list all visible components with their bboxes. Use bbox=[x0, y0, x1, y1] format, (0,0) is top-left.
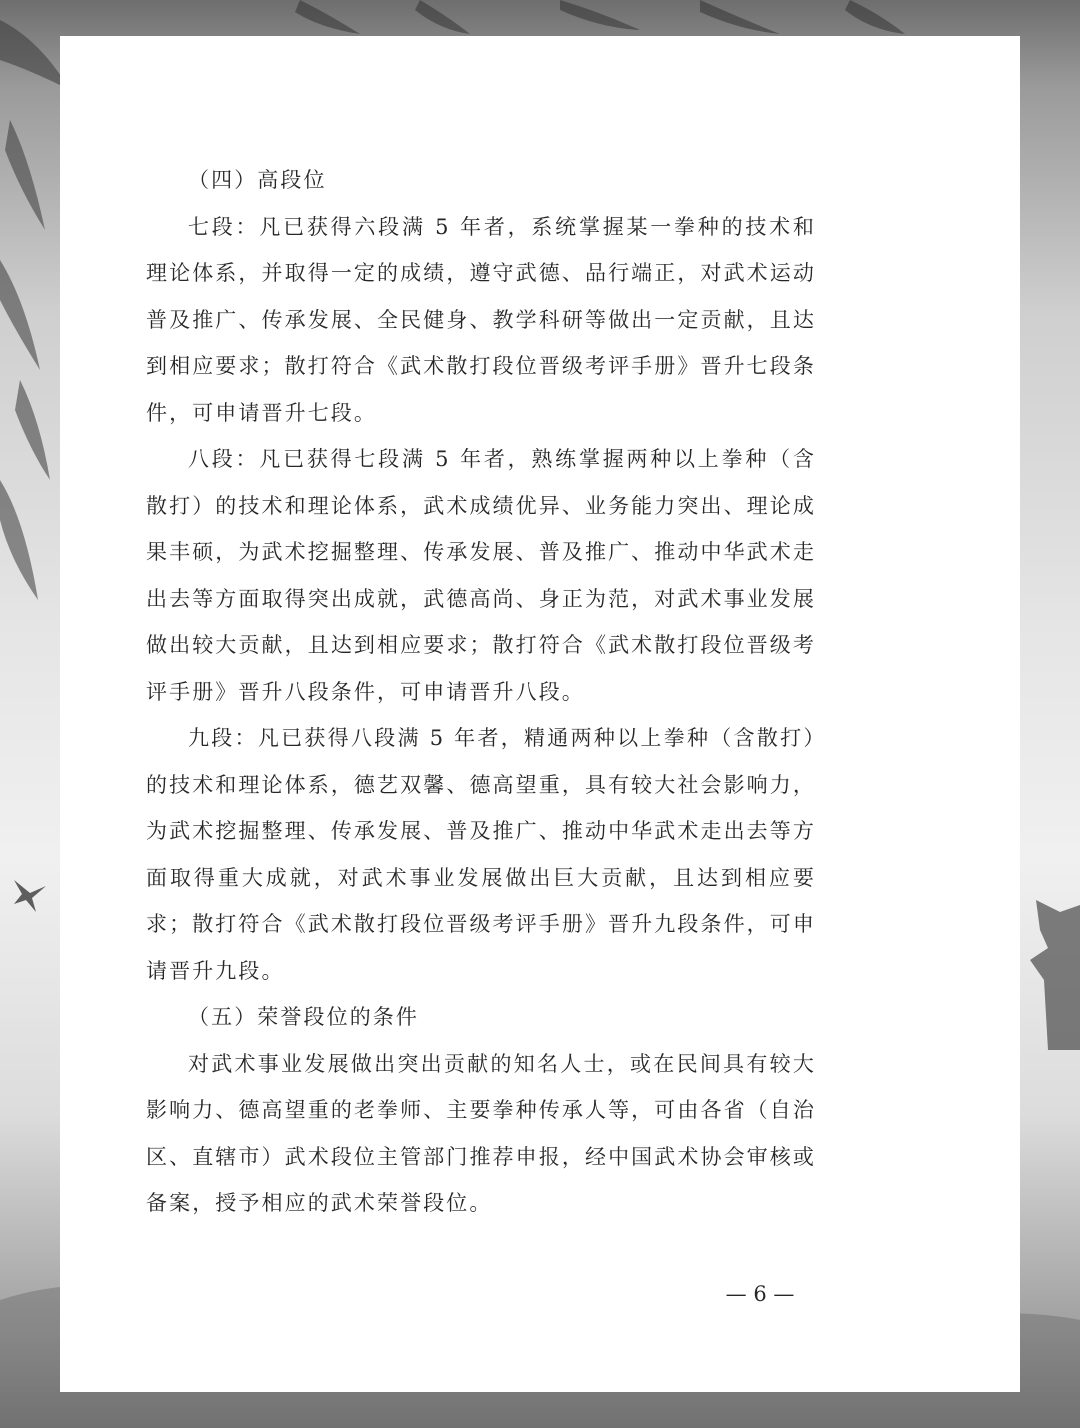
section-heading: （五）荣誉段位的条件 bbox=[188, 1005, 419, 1029]
bamboo-leaves-top bbox=[295, 0, 905, 34]
bird-silhouette bbox=[14, 880, 46, 912]
paragraph-eighth-dan: 八段：凡已获得七段满 5 年者，熟练掌握两种以上拳种（含散打）的技术和理论体系，武术成绩优异、业务能力突出、理论成果丰硕，为武术挖掘整理、传承发展、普及推广、推动中华武术走出去等方面取得突出成就，武德高尚、身正为范，对武术事业发展做出较大贡献，且达到相应要求；散打符合《武术散打段位晋级考评手册》晋升八段条件，可申请晋升八段。 bbox=[146, 447, 816, 704]
pagoda-roof-right bbox=[1030, 900, 1080, 1050]
section-heading: （四）高段位 bbox=[188, 168, 327, 192]
paragraph-ninth-dan: 九段：凡已获得八段满 5 年者，精通两种以上拳种（含散打）的技术和理论体系，德艺双馨、德高望重，具有较大社会影响力，为武术挖掘整理、传承发展、普及推广、推动中华武术走出去等方面取得重大成就，对武术事业发展做出巨大贡献，且达到相应要求；散打符合《武术散打段位晋级考评手册》晋升九段条件，可申请晋升九段。 bbox=[146, 726, 816, 983]
page-number: — 6 — bbox=[725, 1282, 795, 1306]
document-body bbox=[146, 157, 816, 1227]
paragraph-seventh-dan: 七段：凡已获得六段满 5 年者，系统掌握某一拳种的技术和理论体系，并取得一定的成绩，遵守武德、品行端正，对武术运动普及推广、传承发展、全民健身、教学科研等做出一定贡献，且达到相应要求；散打符合《武术散打段位晋级考评手册》晋升七段条件，可申请晋升七段。 bbox=[146, 214, 816, 425]
paragraph-honorary-dan: 对武术事业发展做出突出贡献的知名人士，或在民间具有较大影响力、德高望重的老拳师、主要拳种传承人等，可由各省（自治区、直辖市）武术段位主管部门推荐申报，经中国武术协会审核或备案，授予相应的武术荣誉段位。 bbox=[146, 1051, 816, 1215]
